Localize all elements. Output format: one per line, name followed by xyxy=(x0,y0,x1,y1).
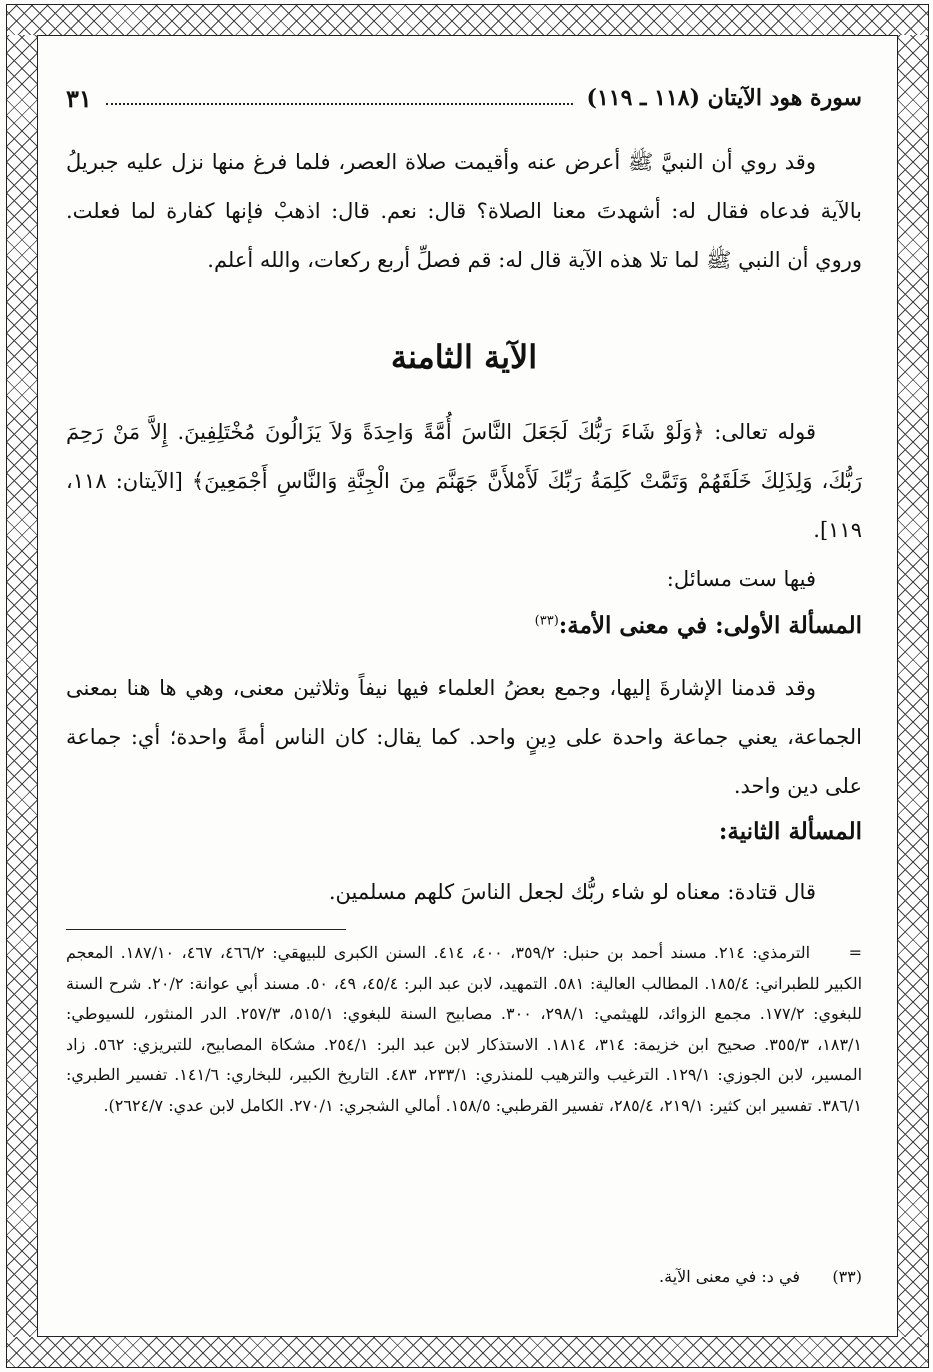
footnote-continued-text: الترمذي: ٢١٤. مسند أحمد بن حنبل: ٣٥٩/٢، ٤٠٠، ٤١٤. السنن الكبرى للبيهقي: ٤٦٦/٢، ٤٦٧، ١٨٧/١٠. المعجم الكبير للطبراني: ١٨٥/٤. المطالب العالية: ٥٨١. التمهيد، لابن عبد البر: ٤٥/٤، ٤٩، ٥٠. مسند أبي عوانة: ٢٠/٢. شرح السنة للبغوي: ١٧٧/٢. مجمع الزوائد، للهيثمي: ٢٩٨/١، ٣٠٠. مصابيح السنة للبغوي: ٥١٥/١، ٢٥٧/٣. الدر المنثور، للسيوطي: ١٨٣/١، ٣٥٥/٣. صحيح ابن خزيمة: ٣١٤، ١٨١٤. الاستذكار لابن عبد البر: ٢٥٤/١. مشكاة المصابيح، للتبريزي: ٥٦٢. زاد المسير، لابن الجوزي: ١٢٩/١. الترغيب والترهيب للمنذري: ٢٣٣/١، ٤٨٣. التاريخ الكبير، للبخاري: ١٤١/٦. تفسير الطبري: ٣٨٦/١. تفسير ابن كثير: ٢١٩/١، ٢٨٥/٤، تفسير القرطبي: ١٥٨/٥. أمالي الشجري: ٢٧٠/١. الكامل لابن عدي: ٢٦٢٤/٧). xyxy=(66,943,863,1115)
paragraph-1 xyxy=(66,138,862,285)
quran-verse-paragraph xyxy=(66,408,862,555)
paragraph-4 xyxy=(66,664,862,811)
page-content xyxy=(66,0,862,1372)
paragraph-5-text: قال قتادة: معناه لو شاء ربُّك لجعل الناسَ كلهم مسلمين. xyxy=(328,880,816,904)
footnote-33 xyxy=(66,1262,862,1293)
issue-1-heading xyxy=(66,612,862,639)
header-dotted-leader xyxy=(106,103,573,105)
issues-count-text: فيها ست مسائل: xyxy=(666,567,816,591)
paragraph-1-text: وقد روي أن النبيَّ ﷺ أعرض عنه وأقيمت صلاة العصر، فلما فرغ منها نزل عليه جبريلُ بالآية فدعاه فقال له: أشهدتَ معنا الصلاة؟ قال: نعم. قال: اذهبْ فإنها كفارة لما فعلت. وروي أن النبي ﷺ لما تلا هذه الآية قال له: قم فصلِّ أربع ركعات، والله أعلم. xyxy=(66,150,862,272)
border-band-right xyxy=(898,35,928,1337)
running-header xyxy=(66,78,862,118)
issue-1-heading-text: المسألة الأولى: في معنى الأمة: xyxy=(558,612,862,639)
border-band-left xyxy=(7,35,37,1337)
footnote-ref-33: (٣٣) xyxy=(534,613,559,629)
paragraph-5 xyxy=(66,868,862,917)
footnote-separator xyxy=(66,929,346,930)
footnote-33-text: في د: في معنى الآية. xyxy=(659,1267,800,1286)
running-title: سورة هود الآيتان (١١٨ ـ ١١٩) xyxy=(586,85,862,111)
paragraph-issues-count xyxy=(66,555,862,604)
footnote-continuation-marker: = xyxy=(848,943,863,962)
footnote-continued xyxy=(66,938,862,1122)
footnote-33-number: (٣٣) xyxy=(832,1267,862,1286)
section-title: الآية الثامنة xyxy=(390,338,538,376)
paragraph-4-text: وقد قدمنا الإشارةَ إليها، وجمع بعضُ العلماء فيها نيفاً وثلاثين معنى، وهي ها هنا بمعنى الجماعة، يعني جماعة واحدة على دِينٍ واحد. كما يقال: كان الناس أمةً واحدة؛ أي: جماعة على دين واحد. xyxy=(66,676,862,798)
issue-2-heading: المسألة الثانية: xyxy=(718,818,862,845)
page-number: ٣١ xyxy=(66,83,92,113)
quran-verse-text: قوله تعالى: ﴿وَلَوْ شَاءَ رَبُّكَ لَجَعَلَ النَّاسَ أُمَّةً وَاحِدَةً وَلاَ يَزَالُونَ مُخْتَلِفِينَ. إِلاَّ مَنْ رَحِمَ رَبُّكَ، وَلِذَلِكَ خَلَقَهُمْ وَتَمَّتْ كَلِمَةُ رَبِّكَ لَأَمْلأَنَّ جَهَنَّمَ مِنَ الْجِنَّةِ وَالنَّاسِ أَجْمَعِينَ﴾ [الآيتان: ١١٨، ١١٩]. xyxy=(66,420,862,542)
